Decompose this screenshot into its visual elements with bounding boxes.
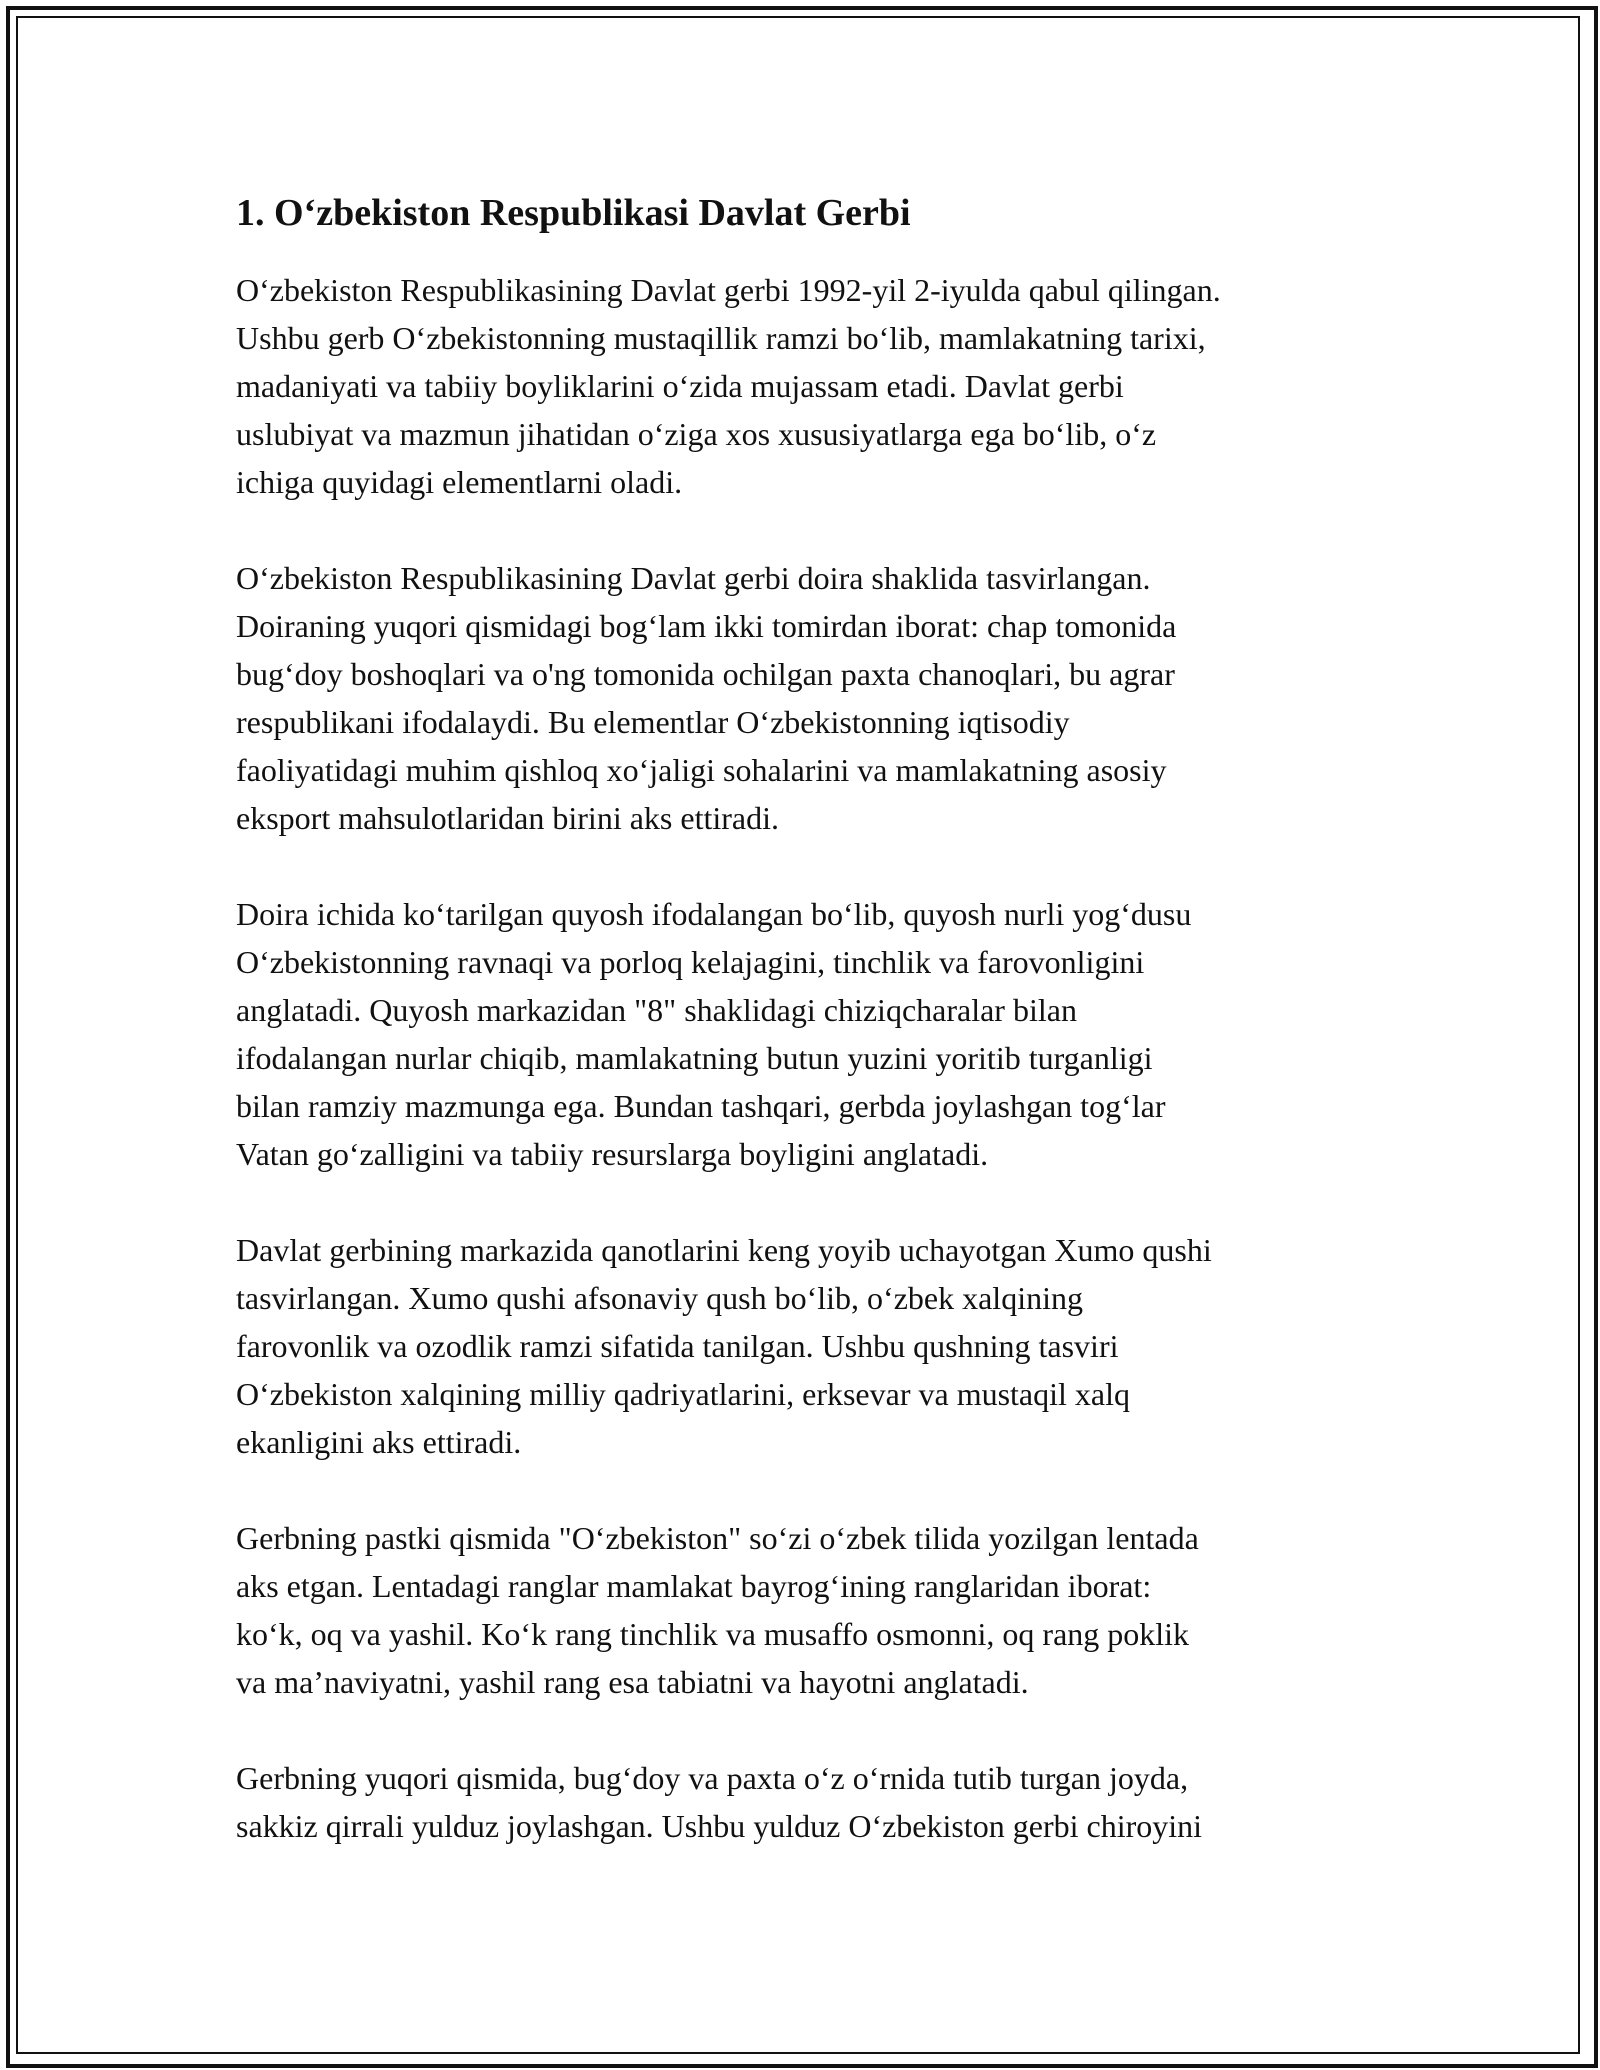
paragraph-line: aks etgan. Lentadagi ranglar mamlakat bayrog‘ining ranglaridan iborat: (236, 1568, 1152, 1604)
paragraph-line: bug‘doy boshoqlari va o'ng tomonida ochilgan paxta chanoqlari, bu agrar (236, 656, 1175, 692)
paragraph-line: madaniyati va tabiiy boyliklarini o‘zida mujassam etadi. Davlat gerbi (236, 368, 1124, 404)
paragraph-line: Doira ichida ko‘tarilgan quyosh ifodalangan bo‘lib, quyosh nurli yog‘dusu (236, 896, 1192, 932)
paragraph-line: sakkiz qirrali yulduz joylashgan. Ushbu yulduz O‘zbekiston gerbi chiroyini (236, 1808, 1203, 1844)
paragraph-line: bilan ramziy mazmunga ega. Bundan tashqari, gerbda joylashgan tog‘lar (236, 1088, 1166, 1124)
paragraph-line: O‘zbekistonning ravnaqi va porloq kelajagini, tinchlik va farovonligini (236, 944, 1145, 980)
paragraph-line: ifodalangan nurlar chiqib, mamlakatning butun yuzini yoritib turganligi (236, 1040, 1153, 1076)
paragraph-humo-bird (236, 1226, 1386, 1466)
paragraph-line: ko‘k, oq va yashil. Ko‘k rang tinchlik va musaffo osmonni, oq rang poklik (236, 1616, 1190, 1652)
paragraph-line: Gerbning pastki qismida "O‘zbekiston" so‘zi o‘zbek tilida yozilgan lentada (236, 1520, 1199, 1556)
paragraph-line: eksport mahsulotlaridan birini aks ettiradi. (236, 800, 779, 836)
paragraph-line: Gerbning yuqori qismida, bug‘doy va paxta o‘z o‘rnida tutib turgan joyda, (236, 1760, 1189, 1796)
paragraph-line: O‘zbekiston Respublikasining Davlat gerbi 1992-yil 2-iyulda qabul qilingan. (236, 272, 1221, 308)
paragraph-line: ichiga quyidagi elementlarni oladi. (236, 464, 683, 500)
paragraph-line: Doiraning yuqori qismidagi bog‘lam ikki tomirdan iborat: chap tomonida (236, 608, 1177, 644)
paragraph-line: O‘zbekiston Respublikasining Davlat gerbi doira shaklida tasvirlangan. (236, 560, 1151, 596)
section-heading: 1. O‘zbekiston Respublikasi Davlat Gerbi (236, 192, 911, 234)
paragraph-line: O‘zbekiston xalqining milliy qadriyatlarini, erksevar va mustaqil xalq (236, 1376, 1130, 1412)
paragraph-adoption (236, 266, 1386, 506)
paragraph-circle-shape (236, 554, 1386, 842)
paragraph-star (236, 1754, 1386, 1850)
paragraph-line: farovonlik va ozodlik ramzi sifatida tanilgan. Ushbu qushning tasviri (236, 1328, 1119, 1364)
paragraph-line: respublikani ifodalaydi. Bu elementlar O‘zbekistonning iqtisodiy (236, 704, 1070, 740)
paragraph-ribbon (236, 1514, 1386, 1706)
paragraph-line: Vatan go‘zalligini va tabiiy resurslarga boyligini anglatadi. (236, 1136, 989, 1172)
paragraph-line: va ma’naviyatni, yashil rang esa tabiatni va hayotni anglatadi. (236, 1664, 1029, 1700)
paragraph-line: ekanligini aks ettiradi. (236, 1424, 522, 1460)
paragraph-line: uslubiyat va mazmun jihatidan o‘ziga xos xususiyatlarga ega bo‘lib, o‘z (236, 416, 1157, 452)
paragraph-line: Davlat gerbining markazida qanotlarini keng yoyib uchayotgan Xumo qushi (236, 1232, 1212, 1268)
paragraph-sun (236, 890, 1386, 1178)
paragraph-line: Ushbu gerb O‘zbekistonning mustaqillik ramzi bo‘lib, mamlakatning tarixi, (236, 320, 1206, 356)
paragraph-line: tasvirlangan. Xumo qushi afsonaviy qush bo‘lib, o‘zbek xalqining (236, 1280, 1083, 1316)
paragraph-line: faoliyatidagi muhim qishloq xo‘jaligi sohalarini va mamlakatning asosiy (236, 752, 1167, 788)
document-page (236, 188, 1386, 1898)
paragraph-line: anglatadi. Quyosh markazidan "8" shaklidagi chiziqcharalar bilan (236, 992, 1077, 1028)
